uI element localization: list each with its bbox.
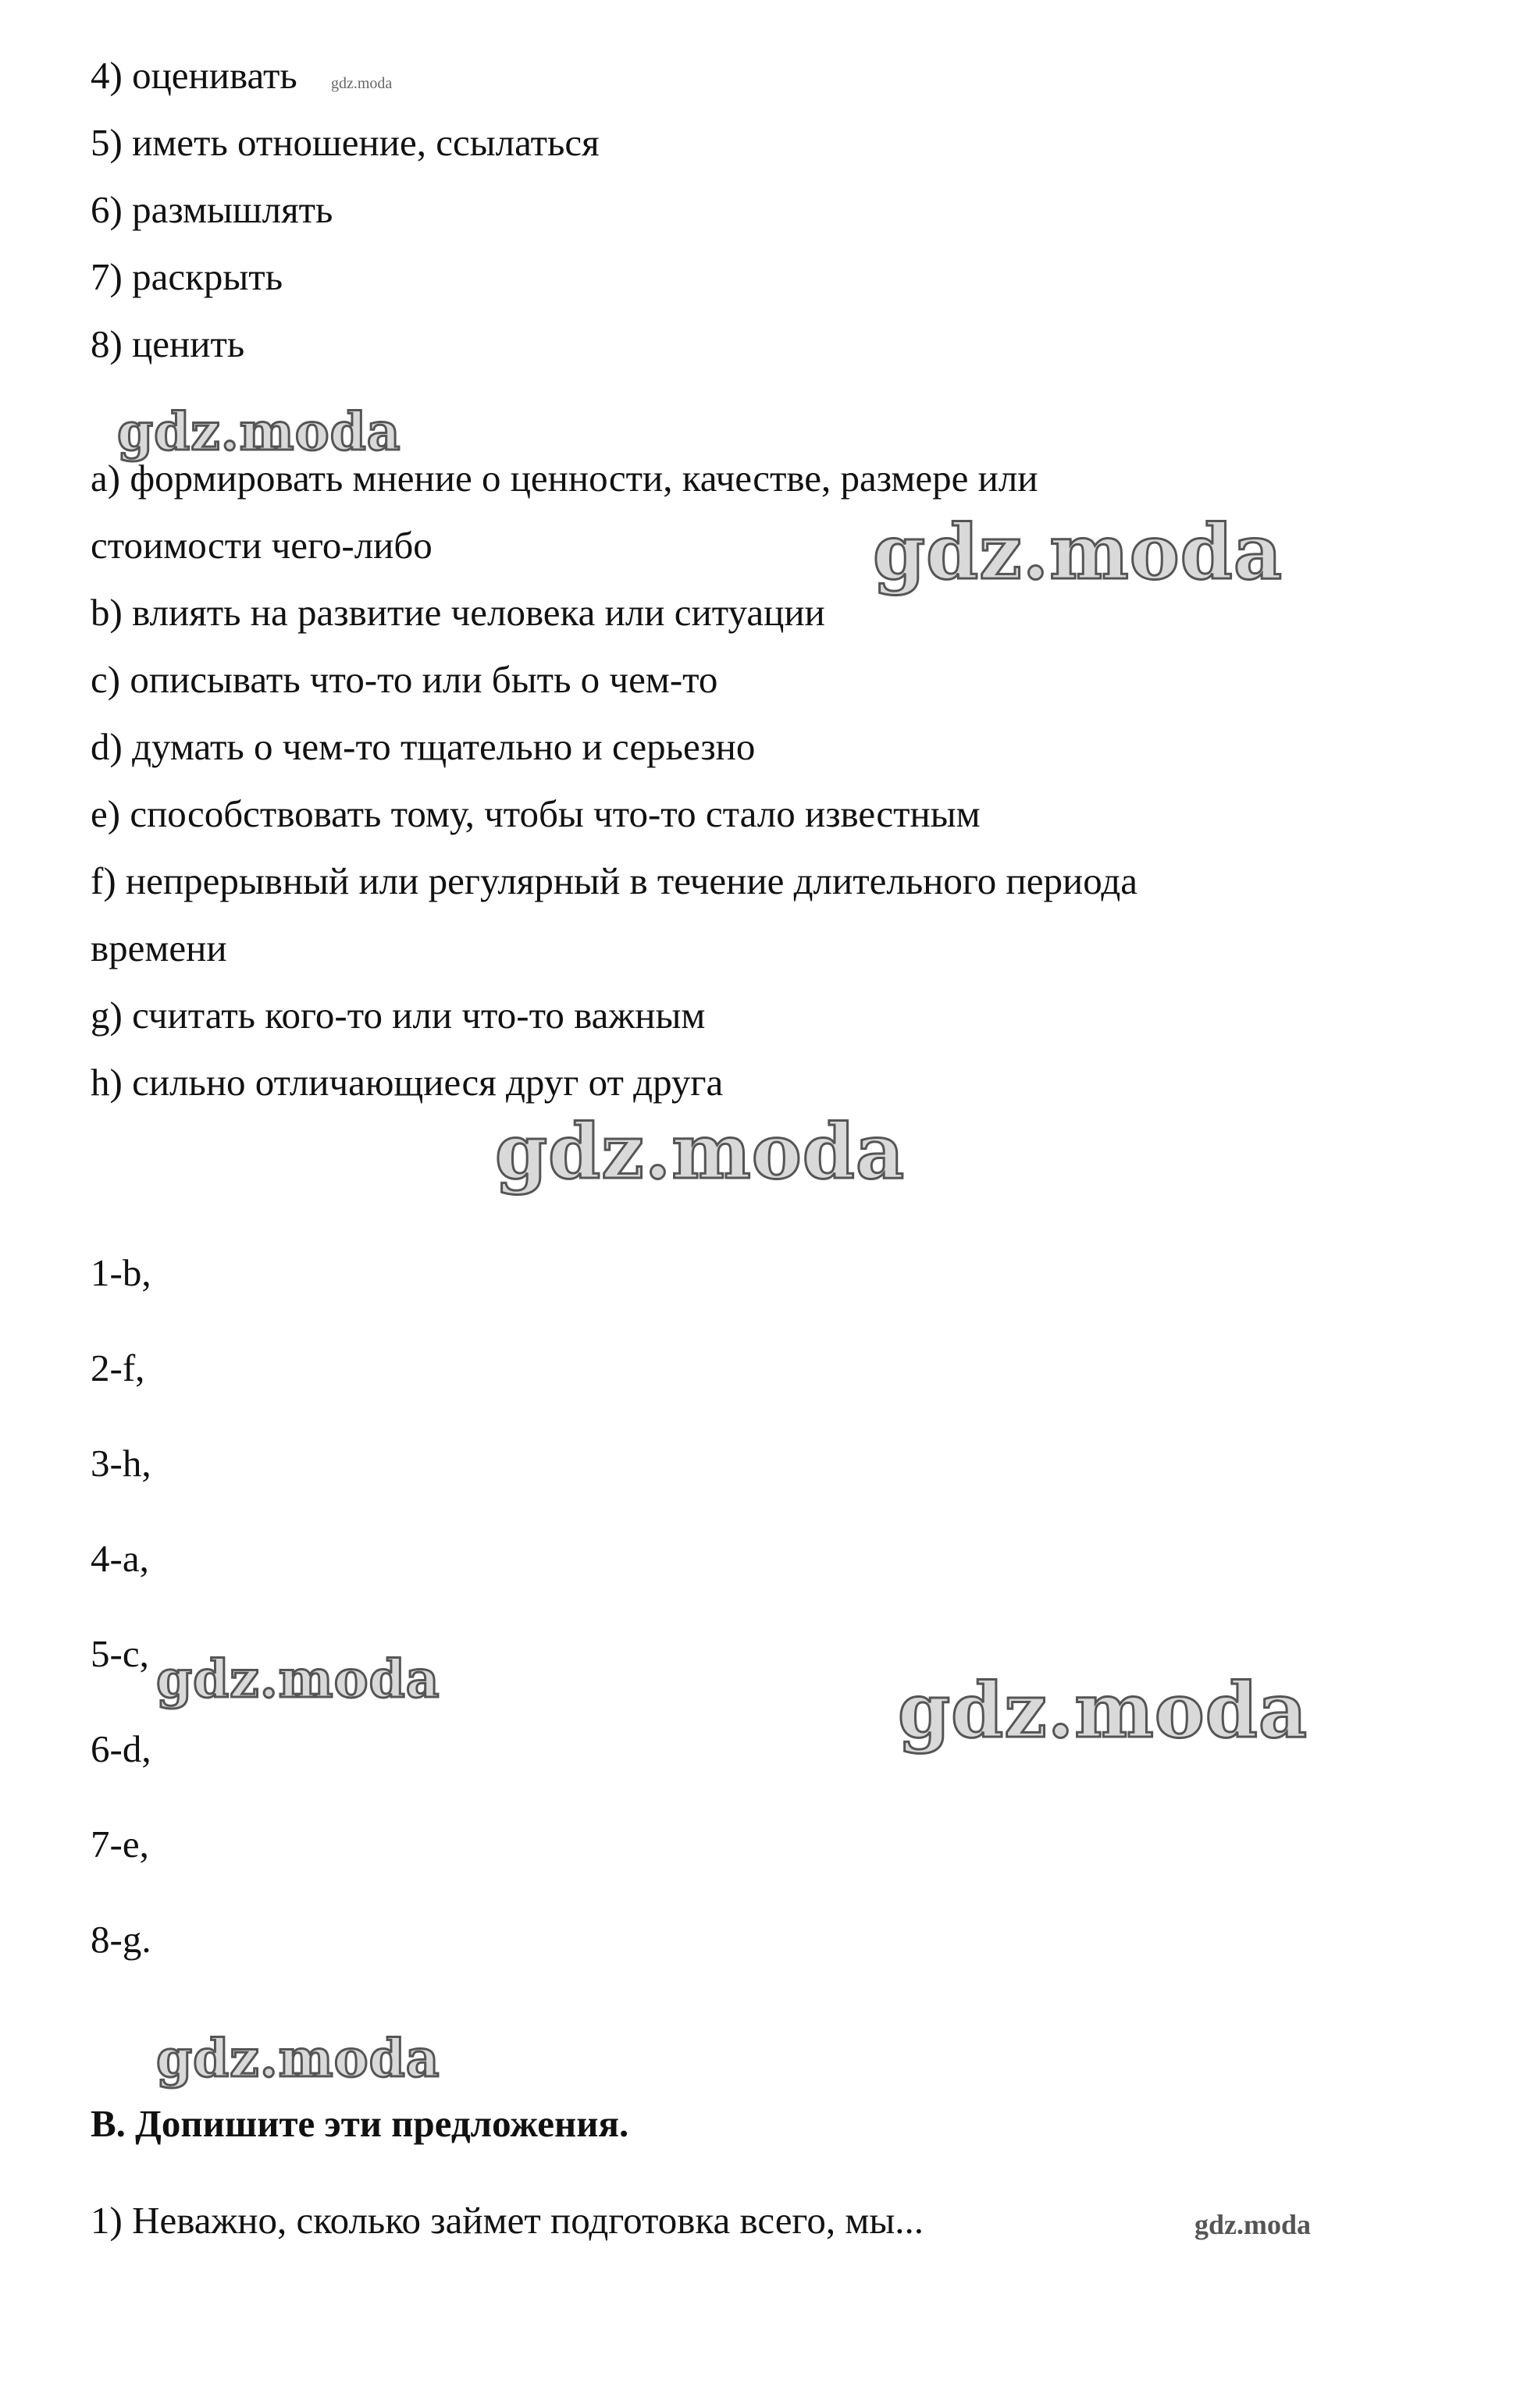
word-item: 8) ценить <box>91 322 245 365</box>
section-b-heading: B. Допишите эти предложения. <box>91 2102 629 2145</box>
word-item: 5) иметь отношение, ссылаться <box>91 121 600 164</box>
watermark: gdz.moda <box>156 2028 440 2089</box>
answer-item: 8-g. <box>91 1918 151 1961</box>
definition-item: h) сильно отличающиеся друг от друга <box>91 1061 724 1104</box>
watermark: gdz.moda <box>117 401 401 462</box>
answer-item: 4-a, <box>91 1537 149 1580</box>
definition-item: a) формировать мнение о ценности, качестве, размере или <box>91 457 1038 500</box>
definition-item: b) влиять на развитие человека или ситуации <box>91 591 825 634</box>
definition-item: времени <box>91 927 227 969</box>
definition-item: g) считать кого-то или что-то важным <box>91 994 706 1037</box>
word-item: 6) размышлять <box>91 188 333 231</box>
definition-item: d) думать о чем-то тщательно и серьезно <box>91 725 756 768</box>
section-b-sentence: 1) Неважно, сколько займет подготовка всего, мы... <box>91 2199 924 2242</box>
watermark: gdz.moda <box>873 508 1283 596</box>
watermark: gdz.moda <box>898 1666 1308 1755</box>
answer-item: 6-d, <box>91 1727 151 1770</box>
word-item: 7) раскрыть <box>91 255 283 298</box>
answer-item: 3-h, <box>91 1442 151 1485</box>
word-item: 4) оценивать <box>91 54 297 97</box>
definition-item: f) непрерывный или регулярный в течение длительного периода <box>91 859 1137 902</box>
definition-item: стоимости чего-либо <box>91 524 433 567</box>
definition-item: c) описывать что-то или быть о чем-то <box>91 658 718 701</box>
answer-item: 7-e, <box>91 1823 149 1866</box>
answer-item: 5-c, <box>91 1632 149 1675</box>
answer-item: 1-b, <box>91 1251 151 1294</box>
watermark: gdz.moda <box>331 75 393 92</box>
watermark: gdz.moda <box>495 1108 906 1196</box>
watermark: gdz.moda <box>156 1649 440 1709</box>
answer-item: 2-f, <box>91 1346 145 1389</box>
watermark: gdz.moda <box>1194 2209 1312 2240</box>
definition-item: e) способствовать тому, чтобы что-то стало известным <box>91 792 981 835</box>
